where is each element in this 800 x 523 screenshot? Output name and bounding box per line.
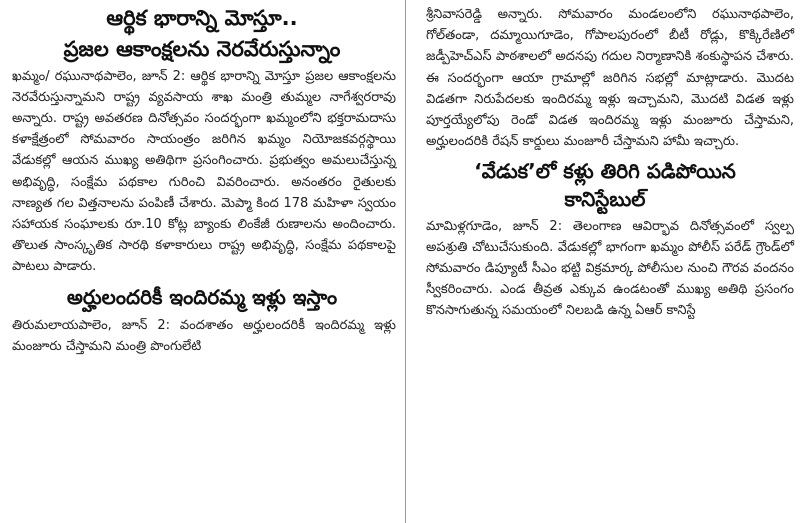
column-divider	[405, 0, 406, 523]
story-1-headline-line1: ఆర్థిక భారాన్ని మోస్తూ..	[106, 6, 298, 30]
story-3	[410, 152, 800, 321]
story-3-body: మామిళ్లగూడెం, జూన్ 2: తెలంగాణ ఆవిర్భావ దినోత్సవంలో స్వల్ప అపశ్రుతి చోటుచేసుకుంది. వేడుకల్లో భాగంగా ఖమ్మం పోలీస్ పరేడ్ గ్రౌండ్‌లో సోమవారం డిప్యూటీ సీఎం భట్టి విక్రమార్క పోలీసుల నుంచి గౌరవ వందనం స్వీకరించారు. ఎండ తీవ్రత ఎక్కువ ఉండటంతో ముఖ్య అతిథి ప్రసంగం కొనసాగుతున్న సమయంలో నిలబడి ఉన్న ఏఆర్ కానిస్టే	[426, 218, 794, 319]
story-2-body: తిరుమలాయపాలెం, జూన్ 2: వందశాతం అర్హులందరికీ ఇందిరమ్మ ఇళ్లు మంజూరు చేస్తామని మంత్రి పొంగులేటి	[12, 318, 396, 355]
story-1-headline-line2: ప్రజల ఆకాంక్షలను నెరవేరుస్తున్నాం	[63, 36, 341, 61]
right-column	[410, 0, 800, 523]
story-3-headline-line1: ‘వేడుక’లో కళ్లు తిరిగి పడిపోయిన	[474, 159, 736, 184]
story-2-headline: అర్హులందరికీ ఇందిరమ్మ ఇళ్లు ఇస్తాం	[66, 284, 338, 309]
story-2-continued-body: శ్రీనివాసరెడ్డి అన్నారు. సోమవారం మండలంలోని రఘునాథపాలెం, గోల్‌తండా, దమ్మాయిగూడెం, గోపాలపురంలో బీటీ రోడ్లు, కొక్కిరేణిలో జడ్పీహెచ్ఎస్ పాఠశాలలో అదనపు గదుల నిర్మాణానికి శంకుస్థాపన చేశారు. ఈ సందర్భంగా ఆయా గ్రామాల్లో జరిగిన సభల్లో మాట్లాడారు. మొదట విడతగా నిరుపేదలకు ఇందిరమ్మ ఇళ్లు ఇచ్చామని, మొదటి విడత ఇళ్లు పూర్తయ్యేలోపు రెండో విడత ఇందిరమ్మ ఇళ్లు మంజూరు చేస్తామని, అర్హులందరికి రేషన్ కార్డులు మంజూరీ చేస్తామని హామీ ఇచ్చారు.	[426, 7, 794, 150]
story-3-headline-line2: కానిస్టేబుల్	[564, 187, 646, 212]
story-2	[0, 278, 404, 358]
story-1-body: ఖమ్మం/ రఘునాథపాలెం, జూన్ 2: ఆర్థిక భారాన్ని మోస్తూ ప్రజల ఆకాంక్షలను నెరవేరుస్తున్నామని రాష్ట్ర వ్యవసాయ శాఖ మంత్రి తుమ్మల నాగేశ్వరరావు అన్నారు. రాష్ట్ర అవతరణ దినోత్సవం సందర్భంగా ఖమ్మంలోని భక్తరామదాసు కళాక్షేత్రంలో సోమవారం సాయంత్రం జరిగిన ఖమ్మం నియోజకవర్గస్థాయి వేడుకల్లో ఆయన ముఖ్య అతిథిగా ప్రసంగించారు. ప్రభుత్వం అమలుచేస్తున్న అభివృద్ధి, సంక్షేమ పథకాల గురించి వివరించారు. అనంతరం రైతులకు నాణ్యత గల విత్తనాలను పంపిణీ చేశారు. మెప్మా కింద 178 మహిళా స్వయం సహాయక సంఘాలకు రూ.10 కోట్ల బ్యాంకు లింకేజీ రుణాలను అందించారు. తొలుత సాంస్కృతిక సారథి కళాకారులు రాష్ట్ర అభివృద్ధి, సంక్షేమ పథకాలపై పాటలు పాడారు.	[12, 68, 396, 275]
story-1	[0, 0, 404, 278]
